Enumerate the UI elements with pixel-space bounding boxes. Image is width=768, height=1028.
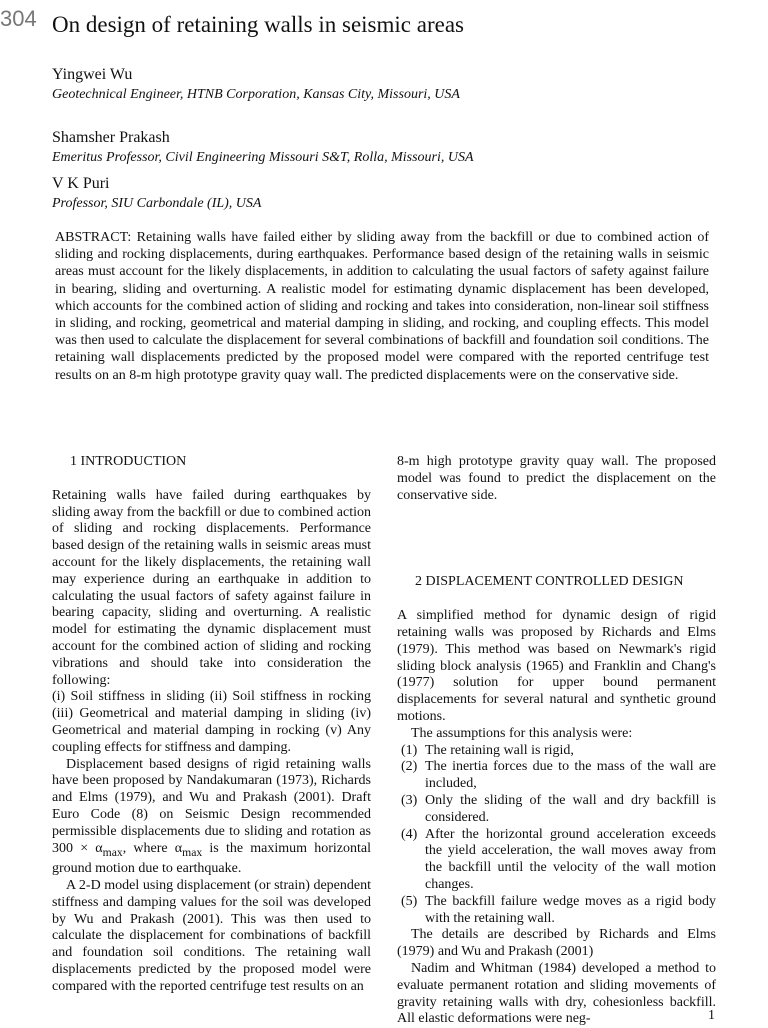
author-affiliation: Professor, SIU Carbondale (IL), USA — [52, 196, 262, 211]
author-name: Shamsher Prakash — [52, 129, 170, 146]
section-heading-introduction: 1 INTRODUCTION — [70, 454, 187, 469]
author-name: V K Puri — [52, 175, 110, 192]
intro-paragraph-2d-model: A 2-D model using displacement (or strain) dependent stiffness and damping values for the soil was developed by Wu and Prakash (2001). This was then used to calculate the displacement for combinations of backfill and foundation soil conditions. The retaining wall displacements predicted by the proposed model were compared with the reported centrifuge test results on an — [52, 877, 371, 994]
list-item: (3) Only the sliding of the wall and dry backfill is considered. — [401, 792, 716, 825]
section2-intro-continuation: 8-m high prototype gravity quay wall. The proposed model was found to predict the displacement on the conservative side. — [397, 454, 716, 503]
abstract: ABSTRACT: Retaining walls have failed either by sliding away from the backfill or due to combined action of sliding and rocking displacements, during earthquakes. Performance based design of the retaining walls in seismic areas must account for the likely displacements, in addition to calculating the usual factors of safety against failure in bearing, sliding and overturning. A realistic model for estimating dynamic displacement has been developed, which accounts for the combined action of sliding and rocking and takes into consideration, non-linear soil stiffness in sliding, and rocking, geometrical and material damping in sliding, and rocking, and coupling effects. This model was then used to calculate the displacement for several combinations of backfill and foundation soil conditions. The retaining wall displacements predicted by the proposed model were compared with the reported centrifuge test results on an 8-m high prototype gravity quay wall. The predicted displacements were on the conservative side. — [55, 230, 709, 383]
right-column — [397, 454, 716, 1028]
intro-paragraph-displacement-designs: Displacement based designs of rigid retaining walls have been proposed by Nandakumaran (1973), Richards and Elms (1979), and Wu and Prakash (2001). Draft Euro Code (8) on Seismic Design recommended permissible displacements due to sliding and rotation as $300 \times \alpha_{max}$, where $\alpha_{max}$ is the maximum horizontal ground motion due to earthquake. — [52, 756, 371, 877]
intro-paragraph: Retaining walls have failed during earthquakes by sliding away from the backfill or due to combined action of sliding and rocking displacements. Performance based design of the retaining walls in seismic areas must account for the likely displacements, the retaining wall may experience during an earthquake in addition to calculating the usual factors of safety against failure in bearing capacity, sliding and overturning. A realistic model for estimating the dynamic displacement must account for the combined action of sliding and rocking vibrations and should take into consideration the following: — [52, 487, 371, 688]
intro-factors-paragraph: (i) Soil stiffness in sliding (ii) Soil stiffness in rocking (iii) Geometrical and material damping in sliding (iv) Geometrical and material damping in rocking (v) Any coupling effects for stiffness and damping. — [52, 689, 371, 755]
page-number-header: 304 — [0, 6, 37, 31]
assumptions-intro: The assumptions for this analysis were: — [411, 725, 633, 741]
section-heading-displacement-controlled-design: 2 DISPLACEMENT CONTROLLED DESIGN — [415, 574, 684, 590]
section2-details-paragraph: The details are described by Richards and Elms (1979) and Wu and Prakash (2001) — [397, 927, 716, 960]
assumptions-list — [397, 743, 716, 928]
author-block — [52, 173, 261, 213]
list-item: (1) The retaining wall is rigid, — [401, 742, 574, 758]
author-block — [52, 64, 460, 104]
author-name: Yingwei Wu — [52, 66, 133, 83]
author-affiliation: Emeritus Professor, Civil Engineering Missouri S&T, Rolla, Missouri, USA — [52, 150, 474, 165]
page-number-footer: 1 — [708, 1008, 715, 1023]
author-affiliation: Geotechnical Engineer, HTNB Corporation, Kansas City, Missouri, USA — [52, 87, 460, 102]
section2-nadim-whitman-paragraph: Nadim and Whitman (1984) developed a method to evaluate permanent rotation and sliding movements of gravity retaining walls with dry, cohesionless backfill. All elastic deformations were neg- — [397, 960, 716, 1027]
paper-title: On design of retaining walls in seismic areas — [52, 12, 464, 37]
author-block — [52, 127, 474, 167]
list-item: (2) The inertia forces due to the mass of the wall are included, — [401, 759, 716, 792]
list-item: (5) The backfill failure wedge moves as a rigid body with the retaining wall. — [401, 893, 716, 926]
list-item: (4) After the horizontal ground acceleration exceeds the yield acceleration, the wall moves away from the backfill until the velocity of the wall motion changes. — [401, 826, 716, 892]
section2-paragraph: A simplified method for dynamic design of rigid retaining walls was proposed by Richards and Elms (1979). This method was based on Newmark's rigid sliding block analysis (1965) and Franklin and Chang's (1977) solution for upper bound permanent displacements for several natural and synthetic ground motions. — [397, 608, 716, 724]
left-column — [52, 454, 371, 996]
